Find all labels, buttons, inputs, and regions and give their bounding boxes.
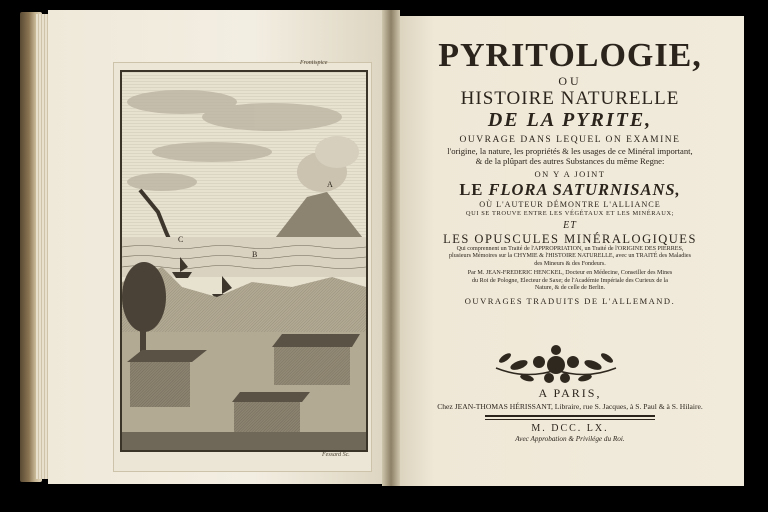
subtitle-histoire: HISTOIRE NATURELLE xyxy=(460,88,680,109)
opuscules-line-2: plusieurs Mémoires sur la CHYMIE & l'HISTOIRE NATURELLE, avec un TRAITÉ des Maladies xyxy=(448,253,692,260)
flora-pre: LE xyxy=(459,180,484,199)
title-ou: OU xyxy=(558,74,582,88)
on-y-a-joint: ON Y A JOINT xyxy=(534,169,606,179)
engraver-signature: Fessard Sc. xyxy=(322,452,350,458)
opuscules-line-1: Qui comprennent un Traité de l'APPROPRIATION, un Traité de l'ORIGINE DES PIERRES, xyxy=(456,246,684,252)
engraving-label-c: C xyxy=(178,235,184,244)
opuscules-line-3: des Mineurs & des Fondeurs. xyxy=(534,260,606,267)
imprint-year: M. DCC. LX. xyxy=(531,423,609,434)
flora-italic: FLORA SATURNISANS, xyxy=(488,180,681,199)
book-gutter xyxy=(382,10,400,486)
author-line-3: Nature, & de celle de Berlin. xyxy=(534,285,606,292)
imprint xyxy=(405,386,735,444)
author-line-2: du Roi de Pologne, Electeur de Saxe; de l'Académie Impériale des Curieux de la xyxy=(471,277,669,284)
imprint-rule xyxy=(485,415,655,420)
imprint-publisher: Chez JEAN-THOMAS HÉRISSANT, Libraire, rue S. Jacques, à S. Paul & à S. Hilaire. xyxy=(437,402,703,411)
translation-note: OUVRAGES TRADUITS DE L'ALLEMAND. xyxy=(464,296,676,307)
frontispiece-caption: Frontispice xyxy=(300,60,328,66)
frontispiece-engraving xyxy=(120,70,368,452)
title-page xyxy=(405,38,735,307)
engraving-label-b: B xyxy=(252,250,258,259)
main-title: PYRITOLOGIE, xyxy=(438,37,702,74)
flora-saturnisans-title xyxy=(405,180,735,200)
opuscules-title: LES OPUSCULES MINÉRALOGIQUES xyxy=(443,232,697,246)
author-line-1: Par M. JEAN-FREDERIC HENCKEL, Docteur en Médecine, Conseiller des Mines xyxy=(467,270,673,277)
title-et: ET xyxy=(563,220,577,231)
description-line-2: & de la plûpart des autres Substances du même Regne: xyxy=(475,156,665,166)
engraving-label-a: A xyxy=(327,180,333,189)
flora-description-1: OÙ L'AUTEUR DÉMONTRE L'ALLIANCE xyxy=(479,200,661,209)
floral-vignette-icon xyxy=(491,340,621,390)
flora-description-2: QUI SE TROUVE ENTRE LES VÉGÉTAUX ET LES MINÉRAUX; xyxy=(465,210,675,217)
description-line-1: l'origine, la nature, les propriétés & les usages de ce Minéral important, xyxy=(447,146,693,156)
imprint-privilege: Avec Approbation & Privilége du Roi. xyxy=(515,435,625,443)
imprint-city: A PARIS, xyxy=(538,386,602,400)
subtitle-pyrite: DE LA PYRITE, xyxy=(487,109,653,131)
description-heading: OUVRAGE DANS LEQUEL ON EXAMINE xyxy=(459,135,681,145)
